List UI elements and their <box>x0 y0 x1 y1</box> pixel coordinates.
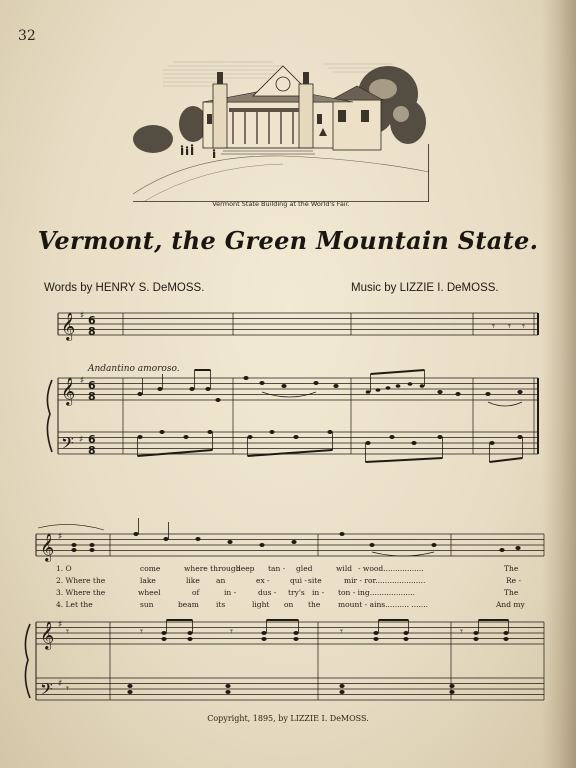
composer-credit: Music by LIZZIE I. DeMOSS. <box>351 282 499 294</box>
copyright-notice: Copyright, 1895, by LIZZIE I. DeMOSS. <box>207 714 369 723</box>
svg-text:𝄾: 𝄾 <box>66 625 69 638</box>
song-title: Vermont, the Green Mountain State. <box>37 226 539 255</box>
svg-text:𝄾: 𝄾 <box>230 625 233 638</box>
svg-text:6: 6 <box>88 379 96 392</box>
svg-text:8: 8 <box>88 444 96 457</box>
illustration-caption: Vermont State Building at the World's Fair. <box>212 200 350 208</box>
treble-clef-icon: 𝄞 <box>61 377 76 405</box>
sharp-icon: ♯ <box>58 620 63 630</box>
page-number: 32 <box>18 28 36 44</box>
sharp-icon: ♯ <box>80 376 85 386</box>
svg-text:6: 6 <box>88 314 96 327</box>
svg-text:8: 8 <box>88 325 96 338</box>
notes-system-1 <box>137 376 522 445</box>
svg-text:8: 8 <box>88 390 96 403</box>
tempo-marking: Andantino amoroso. <box>88 364 180 374</box>
svg-text:𝄾: 𝄾 <box>140 625 143 638</box>
sharp-icon: ♯ <box>58 532 63 542</box>
voice-staff-2 <box>36 534 544 556</box>
sharp-icon: ♯ <box>58 679 63 689</box>
bass-clef-icon: 𝄢 <box>61 433 74 457</box>
svg-text:6: 6 <box>88 433 96 446</box>
svg-text:𝄾: 𝄾 <box>508 320 511 333</box>
treble-clef-icon: 𝄞 <box>40 533 55 561</box>
piano-bass-staff-1 <box>58 432 538 454</box>
svg-text:𝄾: 𝄾 <box>492 320 495 333</box>
svg-text:𝄾: 𝄾 <box>66 682 69 695</box>
sharp-icon: ♯ <box>79 435 84 445</box>
treble-clef-icon: 𝄞 <box>40 621 55 649</box>
svg-text:𝄾: 𝄾 <box>460 625 463 638</box>
svg-text:𝄾: 𝄾 <box>340 625 343 638</box>
svg-text:𝄾: 𝄾 <box>522 320 525 333</box>
piano-bass-staff-2 <box>36 678 544 700</box>
bass-clef-icon: 𝄢 <box>40 679 53 703</box>
piano-treble-staff-2 <box>36 622 544 644</box>
sheet-music-page: 32 Vermont State Building at the World's Fair. Vermont, the Green Mountain State. Words by HENRY S. DeMOSS. Music by LIZZIE I. DeMOSS. Andantino amoroso. 𝄞 𝄞 𝄢 𝄞 𝄞 𝄢 ♯ ♯ ♯ ♯ ♯ ♯ 6 8 6 8 6 8 𝄾 𝄾 𝄾 𝄾 𝄾 𝄾 𝄾 𝄾 𝄾 1. O come where through deep tan - gled wild - wood................. The 2. Where the lake like an ex - qui - site mir - ror..................... Re - 3. Where the wheel of in - dus - try's in - ton - ing................... The 4. Let the sun beam its light on the mount - ains.......... ....... And my Copyright, 1895, by LIZZIE I. DeMOSS. <box>0 0 576 768</box>
sharp-icon: ♯ <box>80 311 85 321</box>
treble-clef-icon: 𝄞 <box>61 312 76 340</box>
lyricist-credit: Words by HENRY S. DeMOSS. <box>44 282 205 294</box>
voice-staff-1 <box>58 313 538 335</box>
